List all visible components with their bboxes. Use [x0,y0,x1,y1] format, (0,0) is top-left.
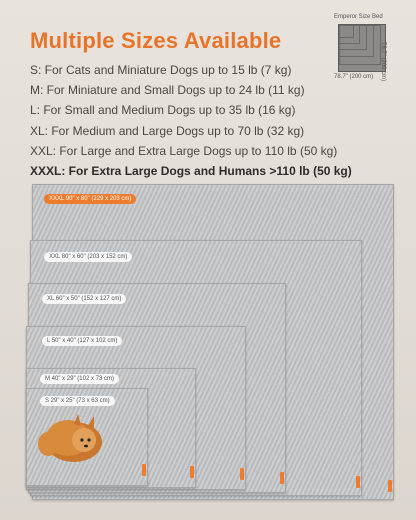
dog-illustration [34,410,104,468]
size-s: S: For Cats and Miniature Dogs up to 15 lb (7 kg) [30,63,292,77]
label-l: L 50" x 40" (127 x 102 cm) [42,336,122,346]
emperor-bed-box [338,24,386,72]
emperor-bed-diagram [330,14,412,90]
label-xxl: XXL 80" x 60" (203 x 152 cm) [44,252,132,262]
label-xxxl: XXXL 90" x 80" (229 x 203 cm) [44,194,136,204]
label-xl: XL 60" x 50" (152 x 127 cm) [42,294,126,304]
size-xxl: XXL: For Large and Extra Large Dogs up to 110 lb (50 kg) [30,143,338,158]
tag-xxl [356,476,360,488]
emperor-width: 78.7" (200 cm) [334,74,374,80]
size-list [30,60,352,181]
emperor-label: Emperor Size Bed [334,14,383,20]
tag-xxxl [388,480,392,492]
emperor-height: 78.7" (200 cm) [380,42,386,82]
tag-l [240,468,244,480]
tag-xl [280,472,284,484]
size-xxxl: XXXL: For Extra Large Dogs and Humans >110 lb (50 kg) [30,164,352,179]
size-l: L: For Small and Medium Dogs up to 35 lb (16 kg) [30,103,296,118]
tag-s [142,464,146,476]
tag-m [190,466,194,478]
size-m: M: For Miniature and Small Dogs up to 24 lb (11 kg) [30,83,305,98]
label-s: S 29" x 25" (73 x 63 cm) [40,396,115,406]
label-m: M 40" x 29" (102 x 73 cm) [40,374,119,384]
size-xl: XL: For Medium and Large Dogs up to 70 lb (32 kg) [30,123,305,138]
heading: Multiple Sizes Available [30,28,282,53]
